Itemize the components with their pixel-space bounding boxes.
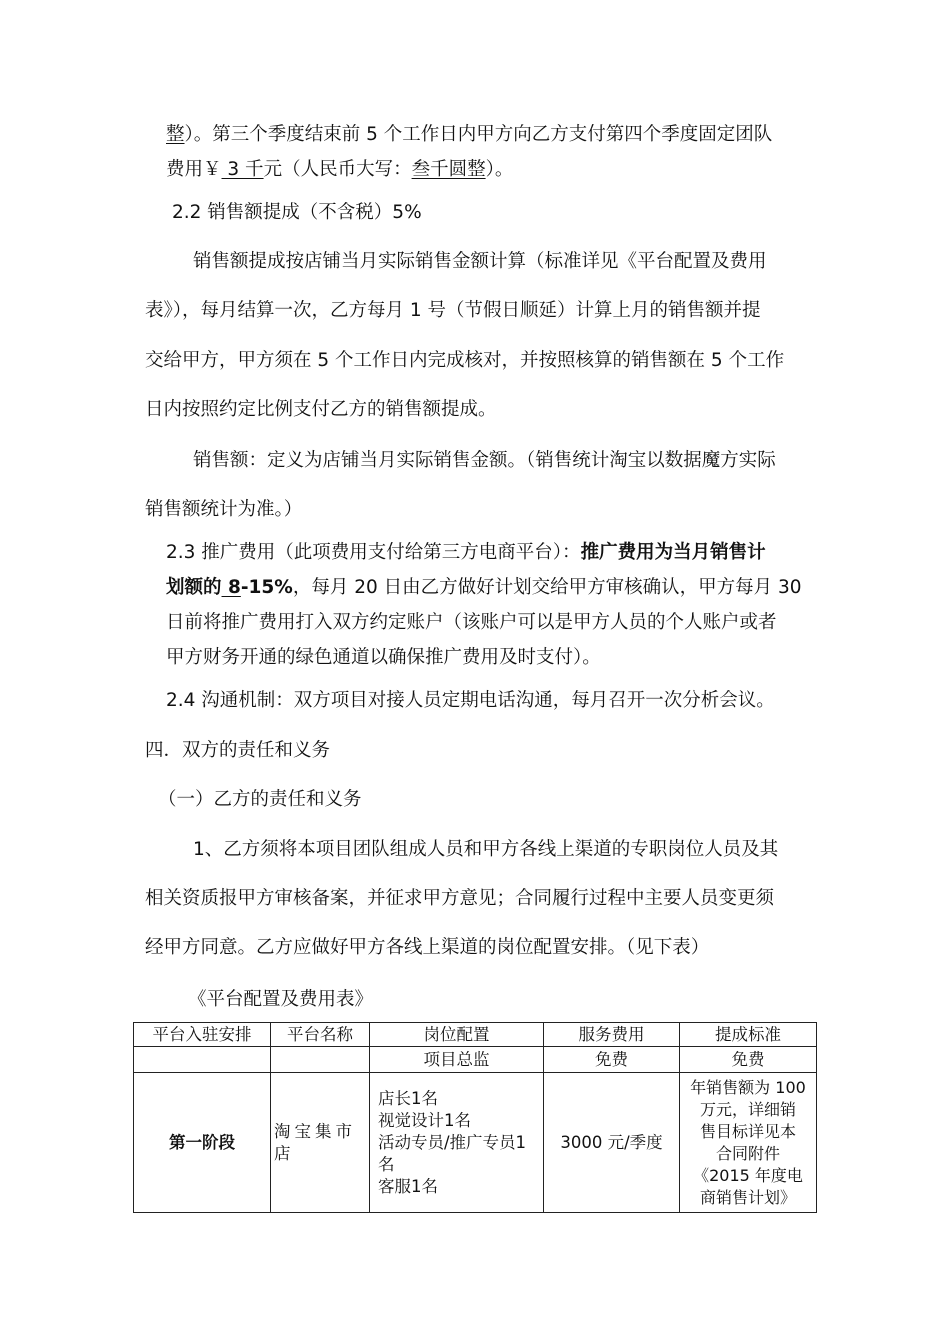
position-item: 店长1名 (378, 1088, 438, 1108)
fee-paragraph-line-2: 费用￥ 3 千元（人民币大写：叁千圆整）。 (166, 159, 514, 180)
fee-amount: 3 千 (221, 159, 264, 180)
promotion-line-2: 划额的 8-15%，每月 20 日由乙方做好计划交给甲方审核确认，甲方每月 30 (166, 577, 802, 598)
positions-cell (370, 1073, 544, 1213)
table-row (134, 1073, 817, 1213)
promotion-line-1: 2.3 推广费用（此项费用支付给第三方电商平台）：推广费用为当月销售计 (166, 542, 766, 563)
stage-cell: 第一阶段 (134, 1073, 271, 1213)
duty-para-line-2: 相关资质报甲方审核备案，并征求甲方意见；合同履行过程中主要人员变更须 (145, 888, 775, 909)
position-item: 活动专员/推广专员1名 (378, 1132, 527, 1174)
commission-para-line-4: 日内按照约定比例支付乙方的销售额提成。 (145, 399, 497, 420)
section-4-heading: 四．双方的责任和义务 (145, 740, 331, 761)
communication-line: 2.4 沟通机制：双方项目对接人员定期电话沟通，每月召开一次分析会议。 (166, 690, 775, 711)
duty-para-line-1: 1、乙方须将本项目团队组成人员和甲方各线上渠道的专职岗位人员及其 (193, 839, 779, 860)
table-row (134, 1047, 817, 1073)
table-cell: 免费 (544, 1047, 680, 1073)
duty-para-line-3: 经甲方同意。乙方应做好甲方各线上渠道的岗位配置安排。（见下表） (145, 937, 710, 958)
service-fee-cell: 3000 元/季度 (544, 1073, 680, 1213)
header-cell: 提成标准 (680, 1023, 817, 1047)
table-cell (271, 1047, 370, 1073)
promotion-line-4: 甲方财务开通的绿色通道以确保推广费用及时支付）。 (166, 647, 601, 668)
fee-paragraph-line-1: 整）。第三个季度结束前 5 个工作日内甲方向乙方支付第四个季度固定团队 (166, 124, 773, 145)
table-cell: 项目总监 (370, 1047, 544, 1073)
position-item: 客服1名 (378, 1176, 438, 1196)
header-cell: 服务费用 (544, 1023, 680, 1047)
platform-fee-table (133, 1022, 817, 1213)
commission-para-line-2: 表》），每月结算一次，乙方每月 1 号（节假日顺延）计算上月的销售额并提 (145, 300, 761, 321)
header-cell: 平台名称 (271, 1023, 370, 1047)
table-header-row (134, 1023, 817, 1047)
fee-amount-uppercase: 叁千圆整 (411, 159, 486, 180)
table-caption: 《平台配置及费用表》 (188, 989, 374, 1010)
party-b-subheading: （一）乙方的责任和义务 (158, 789, 362, 810)
header-cell: 岗位配置 (370, 1023, 544, 1047)
amount-uppercase-end: 整 (166, 124, 185, 145)
sales-definition-line-1: 销售额：定义为店铺当月实际销售金额。（销售统计淘宝以数据魔方实际 (193, 450, 776, 471)
table-cell (134, 1047, 271, 1073)
platform-name-cell: 淘宝集市店 (271, 1073, 370, 1213)
promotion-line-3: 日前将推广费用打入双方约定账户（该账户可以是甲方人员的个人账户或者 (166, 612, 777, 633)
commission-para-line-3: 交给甲方，甲方须在 5 个工作日内完成核对，并按照核算的销售额在 5 个工作 (145, 350, 785, 371)
commission-cell: 年销售额为 100 万元，详细销 售目标详见本 合同附件 《2015 年度电 商销售计划》 (680, 1073, 817, 1213)
header-cell: 平台入驻安排 (134, 1023, 271, 1047)
section-2-2-heading: 2.2 销售额提成（不含税）5% (172, 202, 422, 223)
commission-para-line-1: 销售额提成按店铺当月实际销售金额计算（标准详见《平台配置及费用 (193, 251, 767, 272)
position-item: 视觉设计1名 (378, 1110, 471, 1130)
table-cell: 免费 (680, 1047, 817, 1073)
sales-definition-line-2: 销售额统计为准。） (145, 499, 303, 520)
